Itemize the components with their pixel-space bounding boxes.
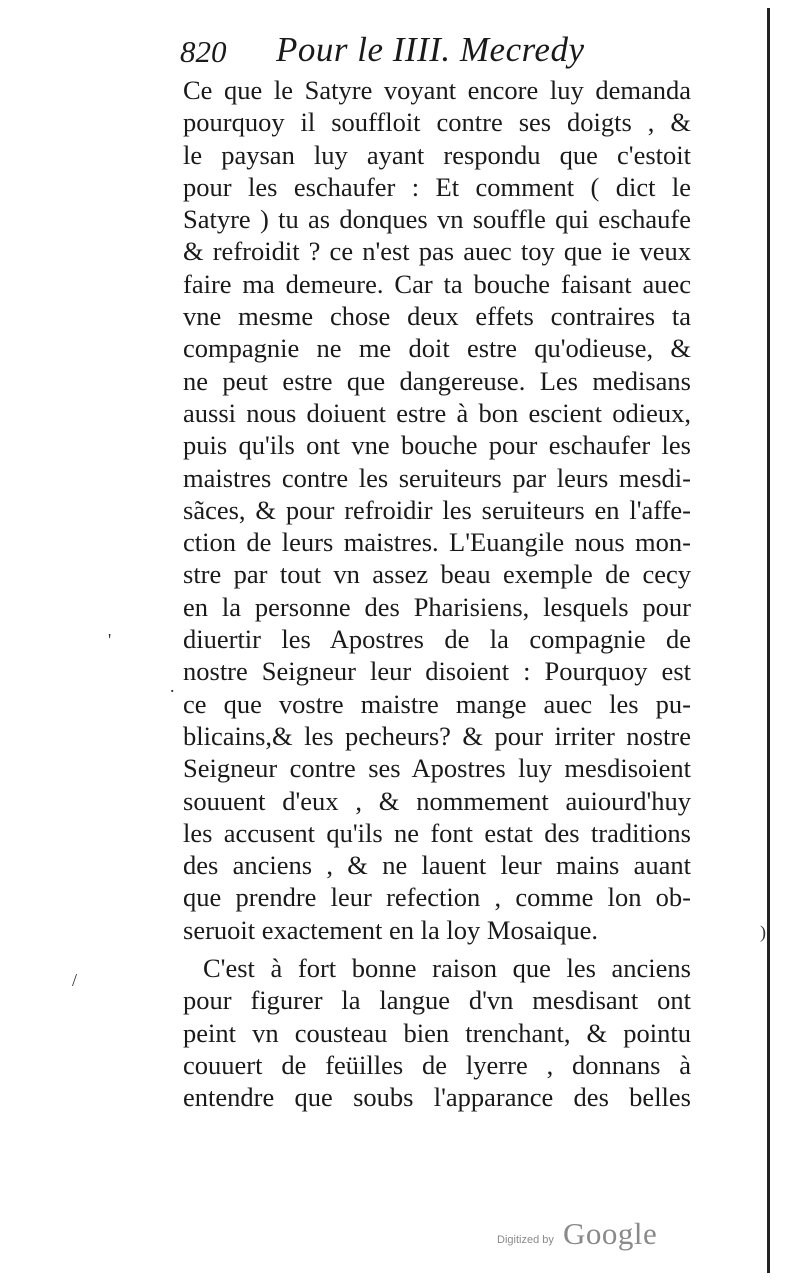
text-line: nostre Seigneur leur disoient : Pourquoy est — [183, 656, 691, 687]
body-text — [183, 74, 691, 1114]
text-line: souuent d'eux , & nommement auiourd'huy — [183, 785, 691, 816]
text-line: pour les eschaufer : Et comment ( dict le — [183, 171, 691, 202]
text-line: diuertir les Apostres de la compagnie de — [183, 624, 691, 655]
text-line: ction de leurs maistres. L'Euangile nous mon- — [183, 527, 691, 558]
watermark-caption: Digitized by — [497, 1234, 554, 1246]
text-line: des anciens , & ne lauent leur mains auant — [183, 850, 691, 881]
text-line: seruoit exactement en la loy Mosaique. — [183, 914, 599, 945]
text-line: sãces, & pour refroidir les seruiteurs en l'affe- — [183, 494, 691, 525]
text-line: le paysan luy ayant respondu que c'estoit — [183, 139, 691, 170]
text-line: stre par tout vn assez beau exemple de cecy — [183, 559, 691, 590]
text-line: ce que vostre maistre mange auec les pu- — [183, 688, 691, 719]
text-line: les accusent qu'ils ne font estat des traditions — [183, 817, 691, 848]
scan-speck: . — [170, 676, 175, 696]
text-line: Seigneur contre ses Apostres luy mesdisoient — [183, 753, 691, 784]
scan-speck: / — [72, 970, 78, 990]
text-line: couuert de feüilles de lyerre , donnans à — [183, 1049, 691, 1080]
scan-speck: ' — [108, 630, 112, 650]
text-line: faire ma demeure. Car ta bouche faisant auec — [183, 268, 691, 299]
text-line: Satyre ) tu as donques vn souffle qui eschaufe — [183, 204, 691, 235]
text-line: blicains,& les pecheurs? & pour irriter nostre — [183, 720, 691, 751]
page-edge-rule — [767, 8, 770, 1273]
text-line: ne peut estre que dangereuse. Les medisans — [183, 365, 691, 396]
text-line: entendre que soubs l'apparance des belles — [183, 1082, 691, 1113]
page-header — [180, 30, 610, 74]
text-line: puis qu'ils ont vne bouche pour eschaufer les — [183, 430, 691, 461]
text-line: en la personne des Pharisiens, lesquels pour — [183, 591, 691, 622]
text-line: vne mesme chose deux effets contraires ta — [183, 301, 691, 332]
scan-speck: ) — [760, 922, 766, 942]
digitization-watermark — [497, 1216, 667, 1256]
google-logo: Google — [563, 1216, 658, 1251]
text-line: peint vn cousteau bien trenchant, & pointu — [183, 1017, 691, 1048]
page-number: 820 — [180, 34, 227, 69]
text-line: Ce que le Satyre voyant encore luy demanda — [183, 75, 691, 105]
text-line: & refroidit ? ce n'est pas auec toy que ie veux — [183, 236, 691, 267]
text-line: maistres contre les seruiteurs par leurs mesdi- — [183, 462, 691, 493]
text-line: que prendre leur refection , comme lon ob- — [183, 882, 691, 913]
paragraph-start-line: C'est à fort bonne raison que les anciens — [203, 953, 691, 984]
running-title: Pour le IIII. Mecredy — [276, 30, 585, 69]
text-line: aussi nous doiuent estre à bon escient odieux, — [183, 397, 691, 428]
text-line: pourquoy il souffloit contre ses doigts , & — [183, 107, 691, 138]
text-line: compagnie ne me doit estre qu'odieuse, & — [183, 333, 691, 364]
text-line: pour figurer la langue d'vn mesdisant ont — [183, 985, 691, 1016]
